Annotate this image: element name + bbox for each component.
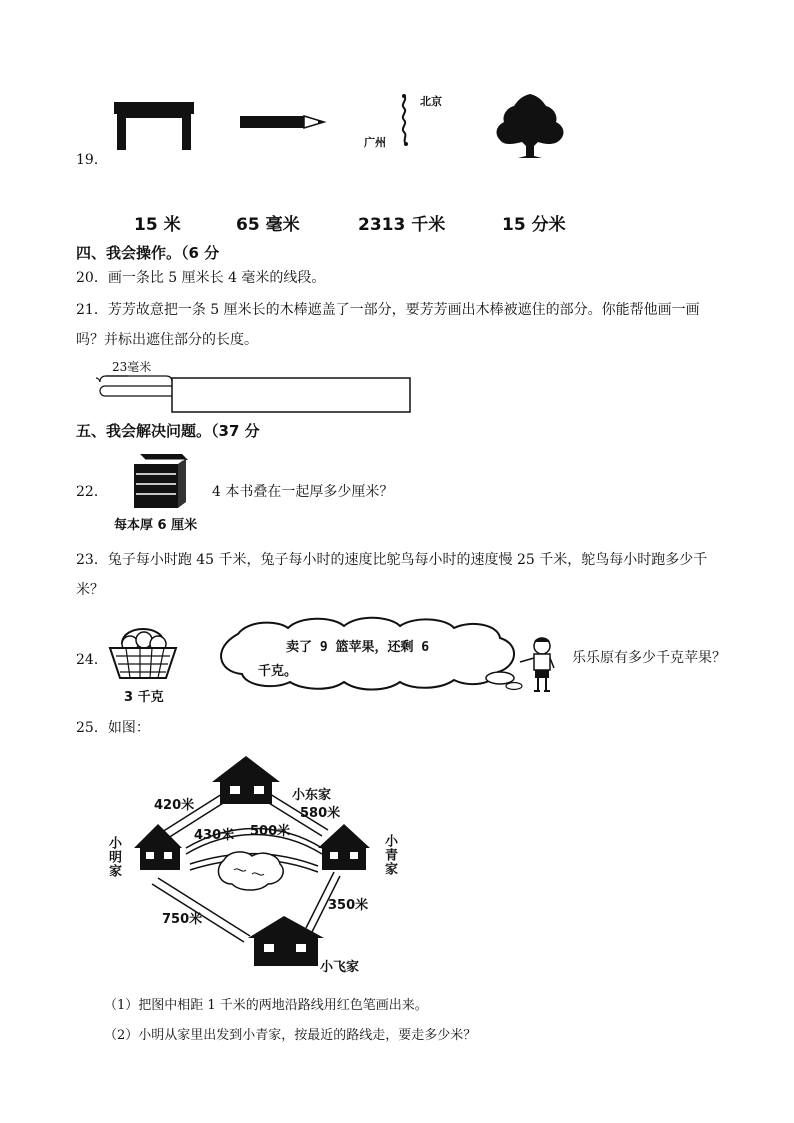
question-21-line1: 21．芳芳故意把一条 5 厘米长的木棒遮盖了一部分，要芳芳画出木棒被遮住的部分。你能帮他画一画 (76, 302, 700, 318)
question-24-number: 24． (76, 652, 108, 668)
section-4-title: 四、我会操作。（6 分 (76, 244, 220, 262)
section-5-title: 五、我会解决问题。（37 分 (76, 422, 260, 440)
distance-ming-dong: 420米 (154, 798, 195, 813)
value-15m: 15 米 (134, 215, 181, 235)
book-stack-icon (130, 450, 190, 512)
distance-430: 430米 (194, 828, 235, 843)
distance-qing-fei: 350米 (328, 898, 369, 913)
guangzhou-label: 广州 (364, 136, 386, 149)
question-22-text: 4 本书叠在一起厚多少厘米？ (212, 484, 394, 500)
question-23-line1: 23．兔子每小时跑 45 千米，兔子每小时的速度比鸵鸟每小时的速度慢 25 千米，鸵鸟每小时跑多少千 (76, 552, 708, 568)
bubble-line2: 千克。 (258, 664, 298, 679)
boy-figure (516, 636, 560, 694)
value-2313km: 2313 千米 (358, 215, 446, 235)
apple-basket-icon (106, 620, 180, 682)
basket-weight-caption: 3 千克 (124, 690, 164, 705)
house-label-xiaoming: 小明家 (106, 836, 121, 878)
pencil-icon (240, 114, 326, 130)
question-19-number: 19． (76, 152, 108, 168)
tree-icon (492, 92, 568, 160)
question-22-number: 22． (76, 484, 108, 500)
question-23-line2: 米？ (76, 582, 104, 598)
bubble-line1: 卖了 9 篮苹果，还剩 6 (286, 640, 430, 655)
distance-500: 500米 (250, 824, 291, 839)
distance-dong-qing: 580米 (300, 806, 341, 821)
question-25-number: 25．如图： (76, 720, 150, 736)
question-21-line2: 吗？并标出遮住部分的长度。 (76, 332, 258, 348)
book-thickness-caption: 每本厚 6 厘米 (114, 518, 198, 533)
route-map-icon (396, 92, 416, 148)
beijing-label: 北京 (420, 95, 442, 108)
house-label-xiaoqing: 小青家 (382, 834, 397, 876)
value-65mm: 65 毫米 (236, 215, 300, 235)
stick-measure-label: 23毫米 (112, 360, 152, 374)
question-25-sub1: （1）把图中相距 1 千米的两地沿路线用红色笔画出来。 (104, 998, 428, 1013)
house-label-xiaodong-top: 小东家 (292, 788, 332, 803)
covered-stick-figure (94, 370, 414, 414)
question-20-text: 20．画一条比 5 厘米长 4 毫米的线段。 (76, 270, 326, 286)
distance-ming-fei: 750米 (162, 912, 203, 927)
question-24-text: 乐乐原有多少千克苹果？ (572, 650, 726, 666)
value-15dm: 15 分米 (502, 215, 566, 235)
table-icon (112, 100, 196, 152)
house-label-xiaofei: 小飞家 (320, 960, 360, 975)
question-25-sub2: （2）小明从家里出发到小青家，按最近的路线走，要走多少米？ (104, 1028, 477, 1043)
route-map-diagram (100, 752, 400, 974)
